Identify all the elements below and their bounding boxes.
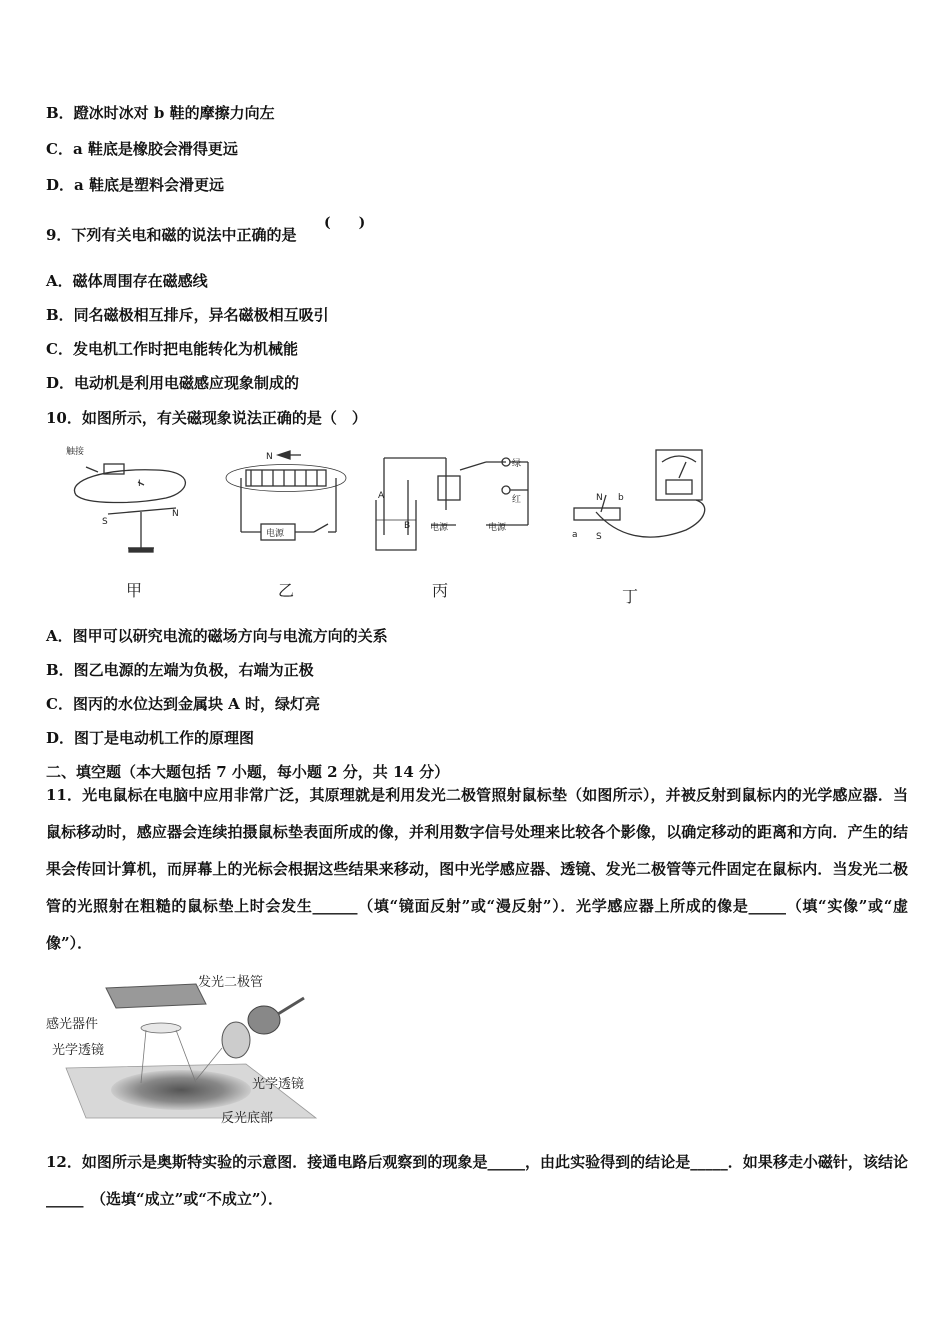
ding-s-label: S (596, 532, 602, 542)
ding-n-label: N (596, 493, 603, 503)
section2-title: 二、填空题（本大题包括 7 小题，每小题 2 分，共 14 分） (46, 763, 450, 781)
caption-ding: 丁 (622, 587, 639, 606)
current-label: I (138, 479, 141, 489)
q9-option-b: B．同名磁极相互排斥，异名磁极相互吸引 (46, 306, 329, 324)
q11-figure-drawing (46, 968, 326, 1128)
q10-option-a: A．图甲可以研究电流的磁场方向与电流方向的关系 (46, 627, 388, 645)
lens-left-label: 光学透镜 (52, 1043, 105, 1058)
q10-option-c: C．图丙的水位达到金属块 A 时，绿灯亮 (46, 695, 321, 713)
figure-yi-drawing (226, 451, 346, 540)
yi-power-label: 电源 (266, 529, 285, 539)
left-lens (141, 1023, 181, 1033)
figure-ding-drawing (574, 450, 705, 537)
ding-b-label: b (618, 493, 624, 503)
led-body (248, 1006, 280, 1034)
lens-right-label: 光学透镜 (252, 1077, 305, 1092)
q9-option-d: D．电动机是利用电磁感应现象制成的 (46, 374, 300, 392)
q10-stem: 10．如图所示，有关磁现象说法正确的是（ ） (46, 409, 367, 427)
ding-a-label: a (572, 530, 578, 540)
jia-s-label: S (102, 517, 108, 527)
sensor-chip (106, 984, 206, 1008)
q10-option-d: D．图丁是电动机工作的原理图 (46, 729, 255, 747)
caption-yi: 乙 (278, 581, 295, 600)
q9-answer-paren: ( ) (324, 215, 366, 231)
caption-bing: 丙 (432, 581, 449, 600)
bing-b-label: B (404, 521, 411, 531)
lit-spot (111, 1070, 251, 1110)
q9-option-c: C．发电机工作时把电能转化为机械能 (46, 340, 298, 358)
bing-a-label: A (378, 491, 385, 501)
caption-jia: 甲 (126, 581, 143, 600)
bing-power-label-1: 电源 (430, 523, 449, 533)
q11-text: 11．光电鼠标在电脑中应用非常广泛，其原理就是利用发光二极管照射鼠标垫（如图所示），并被反射到鼠标内的光学感应器．当鼠标移动时，感应器会连续拍摄鼠标垫表面所成的像，并利用数字信号处理来比较各个影像，以确定移动的距离和方向．产生的结果会传回计算机，而屏幕上的光标会根据这些结果来移动，图中光学感应器、透镜、发光二极管等元件固定在鼠标内．当发光二极管的光照射在粗糙的鼠标垫上时会发生______（填“镜面反射”或“漫反射”）．光学感应器上所成的像是_____（填“实像”或“虚像”）． (46, 786, 908, 952)
yi-n-label: N (266, 452, 273, 462)
q10-option-b: B．图乙电源的左端为负极，右端为正极 (46, 661, 314, 679)
q11-figure (46, 968, 326, 1128)
q8-option-d: D．a 鞋底是塑料会滑更远 (46, 176, 224, 194)
red-light-label: 红 (512, 495, 522, 505)
base-label: 反光底部 (221, 1111, 274, 1126)
figure-jia-drawing (74, 464, 185, 552)
q8-option-c: C．a 鞋底是橡胶会滑得更远 (46, 140, 238, 158)
touch-label: 触接 (66, 447, 85, 457)
jia-n-label: N (172, 509, 179, 519)
figure-bing-drawing (376, 458, 528, 550)
q9-option-a: A．磁体周围存在磁感线 (46, 272, 208, 290)
q12-text: 12．如图所示是奥斯特实验的示意图．接通电路后观察到的现象是_____，由此实验得到的结论是_____．如果移走小磁针，该结论_____ （选填“成立”或“不成立”）． (46, 1153, 908, 1208)
green-light-label: 绿 (512, 459, 522, 469)
q8-option-b: B．蹬冰时冰对 b 鞋的摩擦力向左 (46, 104, 275, 122)
led-label: 发光二极管 (198, 975, 264, 990)
right-lens (222, 1022, 250, 1058)
sensor-label: 感光器件 (46, 1017, 99, 1032)
q9-stem: 9．下列有关电和磁的说法中正确的是 (46, 226, 297, 244)
bing-power-label-2: 电源 (488, 523, 507, 533)
